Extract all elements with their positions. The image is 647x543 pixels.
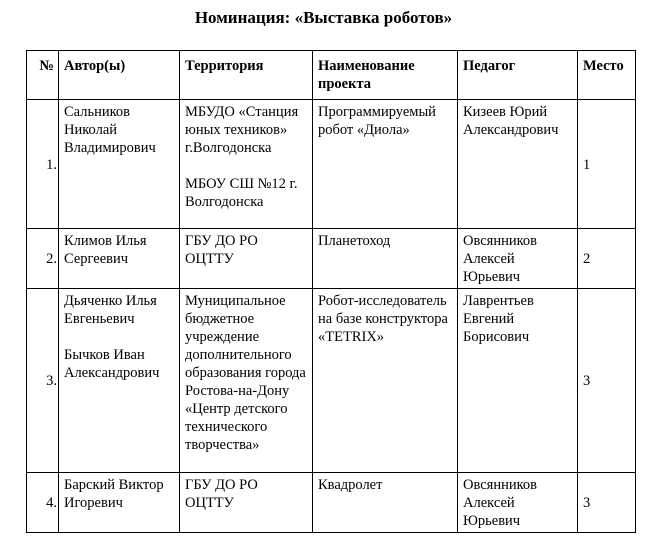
author-cell	[59, 100, 180, 229]
project-cell: Робот-исследователь на базе конструктора «TETRIX»	[313, 289, 458, 473]
territory-cell	[180, 100, 313, 229]
place-cell: 3	[578, 289, 636, 473]
teacher-cell: Овсянников Алексей Юрьевич	[458, 473, 578, 533]
territory-text: МБОУ СШ №12 г. Волгодонска	[185, 176, 298, 210]
territory-text: Муниципальное бюджетное учреждение дополнительного образования города Ростова-на-Дону «Центр детского технического творчества»	[185, 293, 306, 453]
author-name: Сальников Николай Владимирович	[64, 104, 156, 156]
territory-text: МБУДО «Станция юных техников» г.Волгодонска	[185, 104, 299, 156]
table-row	[27, 289, 636, 473]
author-name: Климов Илья Сергеевич	[64, 233, 147, 267]
table-row	[27, 100, 636, 229]
table-row	[27, 229, 636, 289]
territory-text: ГБУ ДО РО ОЦТТУ	[185, 233, 258, 267]
header-territory: Территория	[180, 51, 313, 100]
project-cell: Программируемый робот «Диола»	[313, 100, 458, 229]
header-place: Место	[578, 51, 636, 100]
project-cell: Планетоход	[313, 229, 458, 289]
place-cell: 3	[578, 473, 636, 533]
place-cell: 1	[578, 100, 636, 229]
header-teacher: Педагог	[458, 51, 578, 100]
row-number: 4.	[27, 473, 59, 533]
header-author: Автор(ы)	[59, 51, 180, 100]
teacher-cell: Кизеев Юрий Александрович	[458, 100, 578, 229]
header-project: Наименование проекта	[313, 51, 458, 100]
author-name: Барский Виктор Игоревич	[64, 477, 164, 511]
table-header	[27, 51, 636, 100]
author-cell	[59, 229, 180, 289]
row-number: 1.	[27, 100, 59, 229]
header-row	[27, 51, 636, 100]
project-cell: Квадролет	[313, 473, 458, 533]
paragraph-gap	[185, 157, 308, 175]
row-number: 2.	[27, 229, 59, 289]
place-cell: 2	[578, 229, 636, 289]
author-name: Бычков Иван Александрович	[64, 347, 160, 381]
teacher-cell: Лаврентьев Евгений Борисович	[458, 289, 578, 473]
territory-cell	[180, 229, 313, 289]
table-row	[27, 473, 636, 533]
header-num: №	[27, 51, 59, 100]
row-number: 3.	[27, 289, 59, 473]
territory-cell	[180, 289, 313, 473]
author-cell	[59, 473, 180, 533]
author-cell	[59, 289, 180, 473]
results-table	[26, 50, 636, 533]
territory-text: ГБУ ДО РО ОЦТТУ	[185, 477, 258, 511]
territory-cell	[180, 473, 313, 533]
table-body	[27, 100, 636, 533]
document-title: Номинация: «Выставка роботов»	[194, 8, 453, 27]
paragraph-gap	[64, 328, 175, 346]
author-name: Дьяченко Илья Евгеньевич	[64, 293, 157, 327]
teacher-cell: Овсянников Алексей Юрьевич	[458, 229, 578, 289]
